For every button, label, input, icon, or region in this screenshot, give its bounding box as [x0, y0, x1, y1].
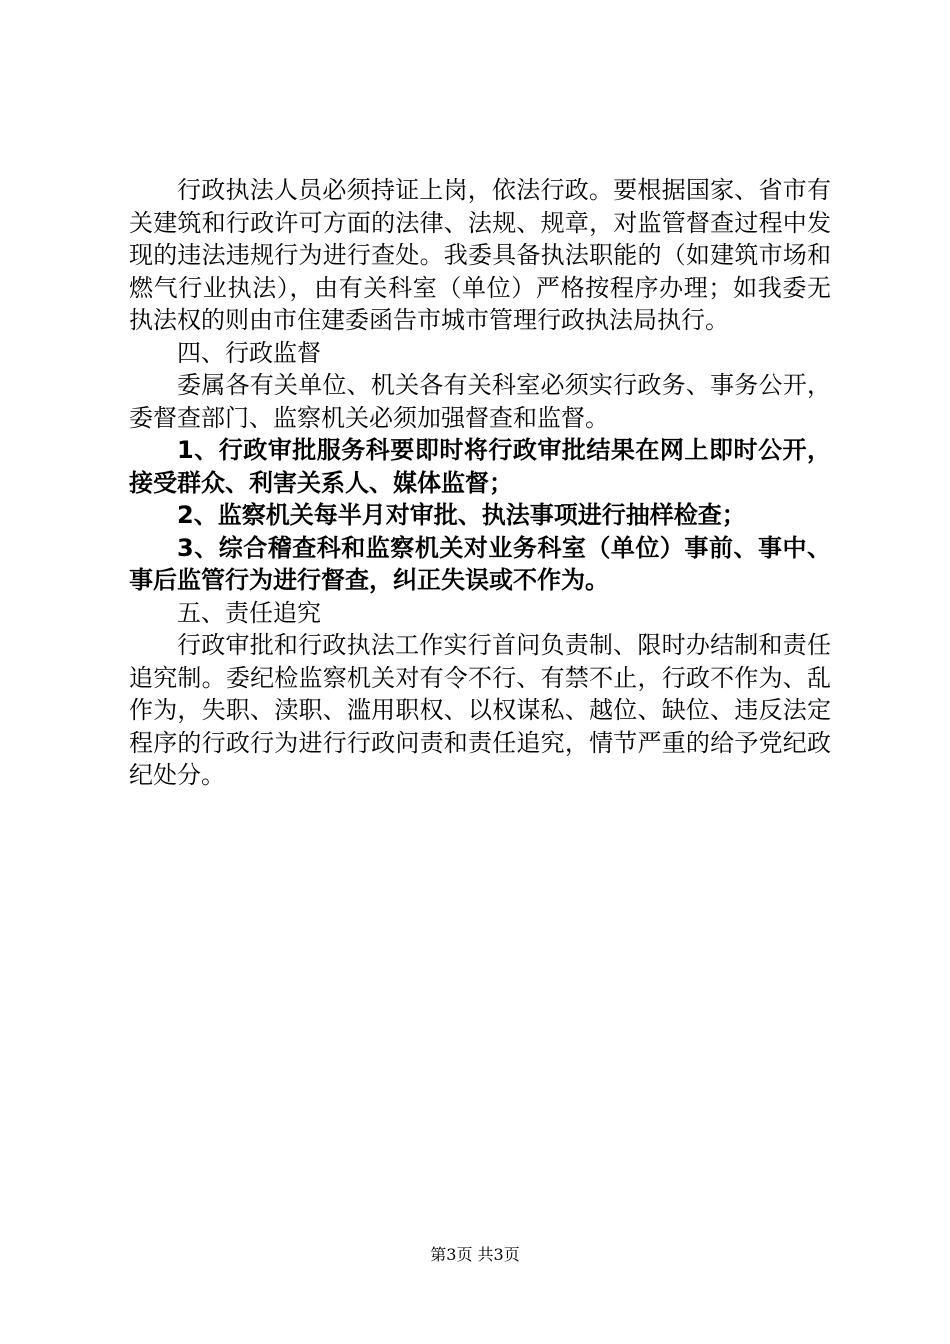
paragraph-accountability: 行政审批和行政执法工作实行首问负责制、限时办结制和责任追究制。委纪检监察机关对有令不行、有禁不止，行政不作为、乱作为，失职、渎职、滥用职权、以权谋私、越位、缺位、违反法定程序的行政行为进行行政问责和责任追究，情节严重的给予党纪政纪处分。: [129, 631, 831, 789]
list-item-approval-publicity: 1、行政审批服务科要即时将行政审批结果在网上即时公开，接受群众、利害关系人、媒体监督；: [129, 436, 831, 497]
list-item-inspection-oversight: 3、综合稽查科和监察机关对业务科室（单位）事前、事中、事后监管行为进行督查，纠正失误或不作为。: [129, 533, 831, 594]
paragraph-supervision: 委属各有关单位、机关各有关科室必须实行政务、事务公开，委督查部门、监察机关必须加强督查和监督。: [129, 371, 831, 432]
document-body: [129, 174, 831, 792]
heading-accountability: 五、责任追究: [177, 598, 321, 627]
paragraph-enforcement: 行政执法人员必须持证上岗，依法行政。要根据国家、省市有关建筑和行政许可方面的法律、法规、规章，对监管督查过程中发现的违法违规行为进行查处。我委具备执法职能的（如建筑市场和燃气行业执法），由有关科室（单位）严格按程序办理；如我委无执法权的则由市住建委函告市城市管理行政执法局执行。: [129, 176, 831, 334]
heading-administrative-supervision: 四、行政监督: [177, 338, 321, 367]
list-item-sampling-inspection: 2、监察机关每半月对审批、执法事项进行抽样检查；: [177, 501, 746, 529]
page-number-footer: 第3页 共3页: [430, 1245, 520, 1264]
